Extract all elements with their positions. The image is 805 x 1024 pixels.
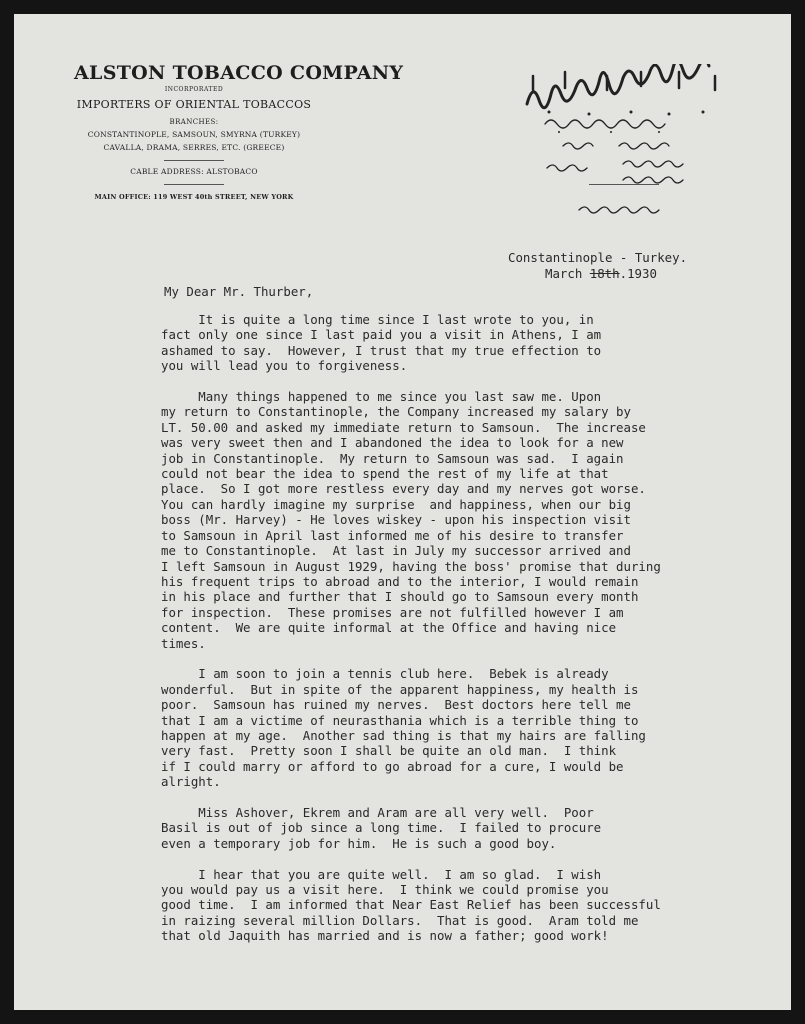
body-line: wonderful. But in spite of the apparent happiness, my health is [161,681,639,697]
salutation: My Dear Mr. Thurber, [164,284,314,299]
body-line: good time. I am informed that Near East Relief has been successful [161,897,661,913]
body-line: happen at my age. Another sad thing is that my hairs are falling [161,727,646,743]
body-line: very fast. Pretty soon I shall be quite an old man. I think [161,743,617,759]
body-line: alright. [161,774,221,790]
body-line: You can hardly imagine my surprise and happiness, when our big [161,496,631,512]
body-line: that old Jaquith has married and is now a father; good work! [161,928,609,944]
body-line: job in Constantinople. My return to Samsoun was sad. I again [161,450,624,466]
body-line: to Samsoun in April last informed me of his desire to transfer [161,527,624,543]
body-line: fact only one since I last paid you a visit in Athens, I am [161,327,602,343]
importers-line: IMPORTERS OF ORIENTAL TOBACCOS [76,98,312,111]
body-line [161,651,661,666]
body-line: Miss Ashover, Ekrem and Aram are all very well. Poor [161,805,594,820]
body-line: I left Samsoun in August 1929, having the boss' promise that during [161,558,661,574]
body-line [161,790,661,805]
letterhead-divider [164,184,224,185]
body-line [161,851,661,866]
letter-location: Constantinople - Turkey. [508,250,688,265]
main-office-address: MAIN OFFICE: 119 WEST 40th STREET, NEW YORK [94,193,294,201]
body-line: place. So I got more restless every day and my nerves got worse. [161,481,646,497]
body-line: my return to Constantinople, the Company increased my salary by [161,404,631,420]
letter-body [161,312,661,944]
ottoman-divider [589,184,659,185]
branches-line-greece: CAVALLA, DRAMA, SERRES, ETC. (GREECE) [103,143,285,152]
body-line: if I could marry or afford to go abroad for a cure, I would be [161,758,624,774]
company-name: ALSTON TOBACCO COMPANY [74,62,404,84]
body-line: Many things happened to me since you last saw me. Upon [161,389,602,405]
body-line: I am soon to join a tennis club here. Bebek is already [161,666,609,682]
body-line: LT. 50.00 and asked my immediate return to Samsoun. The increase [161,419,646,435]
body-line: Basil is out of job since a long time. I failed to procure [161,820,602,836]
body-line: I hear that you are quite well. I am so glad. I wish [161,866,602,882]
branches-line-turkey: CONSTANTINOPLE, SAMSOUN, SMYRNA (TURKEY) [87,130,301,139]
letter-sheet [14,14,791,1010]
body-line: poor. Samsoun has ruined my nerves. Best doctors here tell me [161,697,631,713]
letter-date [545,266,657,281]
body-line [161,374,661,389]
body-line: boss (Mr. Harvey) - He loves wiskey - upon his inspection visit [161,512,631,528]
letterhead-divider [164,160,224,161]
incorporated-label: INCORPORATED [164,86,224,93]
body-line: me to Constantinople. At last in July my successor arrived and [161,543,631,559]
branches-label: BRANCHES: [169,118,219,126]
body-line: even a temporary job for him. He is such a good boy. [161,835,557,851]
body-line: his frequent trips to abroad and to the interior, I would remain [161,573,639,589]
body-line: It is quite a long time since I last wrote to you, in [161,312,594,327]
body-line: times. [161,635,206,651]
body-line: you will lead you to forgiveness. [161,358,408,374]
cable-address: CABLE ADDRESS: ALSTOBACO [130,167,258,176]
date-year: .1930 [619,266,657,281]
body-line: in raizing several million Dollars. That is good. Aram told me [161,912,639,928]
body-line: for inspection. These promises are not fulfilled however I am [161,604,624,620]
ottoman-letterhead-script [519,64,739,224]
body-line: content. We are quite informal at the Office and having nice [161,620,617,636]
body-line: you would pay us a visit here. I think we could promise you [161,882,609,898]
body-line: in his place and further that I should go to Samsoun every month [161,589,639,605]
body-line: could not bear the idea to spend the rest of my life at that [161,466,609,482]
body-line: ashamed to say. However, I trust that my true effection to [161,342,602,358]
body-line: was very sweet then and I abandoned the idea to look for a new [161,435,624,451]
body-line: that I am a victime of neurasthania which is a terrible thing to [161,712,639,728]
date-month: March [545,266,590,281]
date-day-struck: 18th [589,266,620,281]
